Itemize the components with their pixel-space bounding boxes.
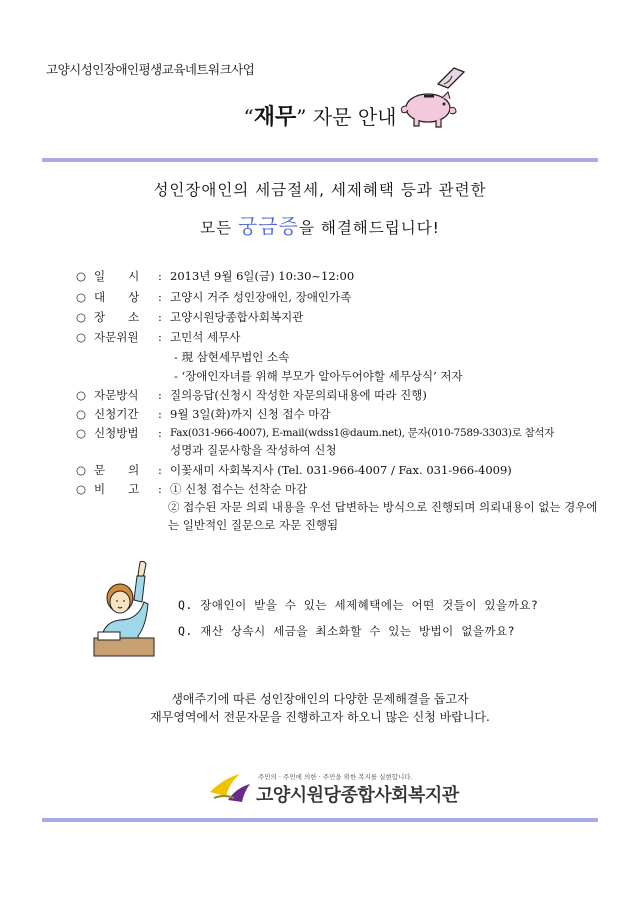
bottom-divider bbox=[42, 818, 598, 822]
bullet-icon: ○ bbox=[76, 330, 87, 344]
remark-note-2: ② 접수된 자문 의뢰 내용을 우선 답변하는 방식으로 진행되며 의뢰내용이 없는 경우에는 일반적인 질문으로 자문 진행됨 bbox=[168, 500, 598, 532]
top-divider bbox=[42, 158, 598, 162]
detail-colon: : bbox=[158, 388, 162, 402]
student-raising-hand-icon bbox=[90, 558, 160, 658]
headline-pre: 모든 bbox=[200, 219, 233, 237]
detail-label: 신청기간 bbox=[94, 407, 139, 421]
closing-line-2: 재무영역에서 전문자문을 진행하고자 하오니 많은 신청 바랍니다. bbox=[150, 710, 490, 724]
detail-value: 고양시 거주 성인장애인, 장애인가족 bbox=[170, 290, 352, 304]
title-quote-open: “ bbox=[243, 105, 254, 129]
question-2: Q. 재산 상속시 세금을 최소화할 수 있는 방법이 없을까요? bbox=[178, 624, 516, 638]
detail-colon: : bbox=[158, 407, 162, 421]
detail-value: 고민석 세무사 bbox=[170, 330, 241, 344]
detail-colon: : bbox=[158, 482, 162, 496]
welfare-center-logo-icon bbox=[208, 770, 252, 804]
detail-value: 질의응답(신청시 작성한 자문의뢰내용에 따라 진행) bbox=[170, 388, 427, 402]
detail-label: 신청방법 bbox=[94, 426, 139, 440]
advisor-book: - ‘장애인자녀를 위해 부모가 알아두어야할 세무상식’ 저자 bbox=[174, 369, 463, 383]
detail-colon: : bbox=[158, 310, 162, 324]
footer-tagline: 주민의 · 주민에 의한 · 주민을 위한 복지를 실현합니다. bbox=[258, 773, 413, 781]
bullet-icon: ○ bbox=[76, 388, 87, 402]
detail-label: 문 의 bbox=[94, 463, 140, 477]
headline-highlight: 궁금증 bbox=[237, 214, 299, 238]
bullet-icon: ○ bbox=[76, 310, 87, 324]
bullet-icon: ○ bbox=[76, 463, 87, 477]
detail-colon: : bbox=[158, 290, 162, 304]
headline-post: 을 해결해드립니다! bbox=[298, 219, 440, 237]
question-1: Q. 장애인이 받을 수 있는 세제혜택에는 어떤 것들이 있을까요? bbox=[178, 598, 539, 612]
detail-value: 9월 3일(화)까지 신청 접수 마감 bbox=[170, 407, 331, 421]
detail-value: ① 신청 접수는 선착순 마감 bbox=[170, 482, 308, 496]
footer-organization-name: 고양시원당종합사회복지관 bbox=[256, 785, 459, 806]
bullet-icon: ○ bbox=[76, 290, 87, 304]
organization-name: 고양시성인장애인평생교육네트워크사업 bbox=[46, 62, 255, 77]
detail-label: 대 상 bbox=[94, 290, 140, 304]
detail-label: 장 소 bbox=[94, 310, 140, 324]
bullet-icon: ○ bbox=[76, 482, 87, 496]
title-quote-close: ” bbox=[296, 105, 307, 129]
detail-label: 비 고 bbox=[94, 482, 140, 496]
bullet-icon: ○ bbox=[76, 269, 87, 283]
detail-colon: : bbox=[158, 426, 162, 440]
detail-value: 2013년 9월 6일(금) 10:30~12:00 bbox=[170, 269, 355, 283]
detail-label: 일 시 bbox=[94, 269, 140, 283]
detail-colon: : bbox=[158, 269, 162, 283]
headline-line1: 성인장애인의 세금절세, 세제혜택 등과 관련한 bbox=[153, 181, 487, 199]
detail-label: 자문방식 bbox=[94, 388, 139, 402]
detail-label: 자문위원 bbox=[94, 330, 139, 344]
detail-colon: : bbox=[158, 330, 162, 344]
closing-line-1: 생애주기에 따른 성인장애인의 다양한 문제해결을 돕고자 bbox=[171, 692, 469, 706]
title-rest: 자문 안내 bbox=[312, 105, 397, 129]
apply-continuation: 성명과 질문사항을 작성하여 신청 bbox=[170, 443, 337, 457]
bullet-icon: ○ bbox=[76, 407, 87, 421]
bullet-icon: ○ bbox=[76, 426, 87, 440]
detail-colon: : bbox=[158, 463, 162, 477]
detail-value: 고양시원당종합사회복지관 bbox=[170, 310, 304, 324]
piggy-bank-icon bbox=[398, 62, 470, 134]
headline-line2 bbox=[0, 210, 640, 239]
page-title bbox=[0, 100, 640, 131]
detail-value: 이꽃새미 사회복지사 (Tel. 031-966-4007 / Fax. 031-966-4009) bbox=[170, 463, 512, 477]
title-bold: 재무 bbox=[253, 105, 297, 130]
detail-value: Fax(031-966-4007), E-mail(wdss1@daum.net), 문자(010-7589-3303)로 참석자 bbox=[170, 427, 555, 439]
advisor-affiliation: - 現 삼현세무법인 소속 bbox=[174, 350, 290, 364]
